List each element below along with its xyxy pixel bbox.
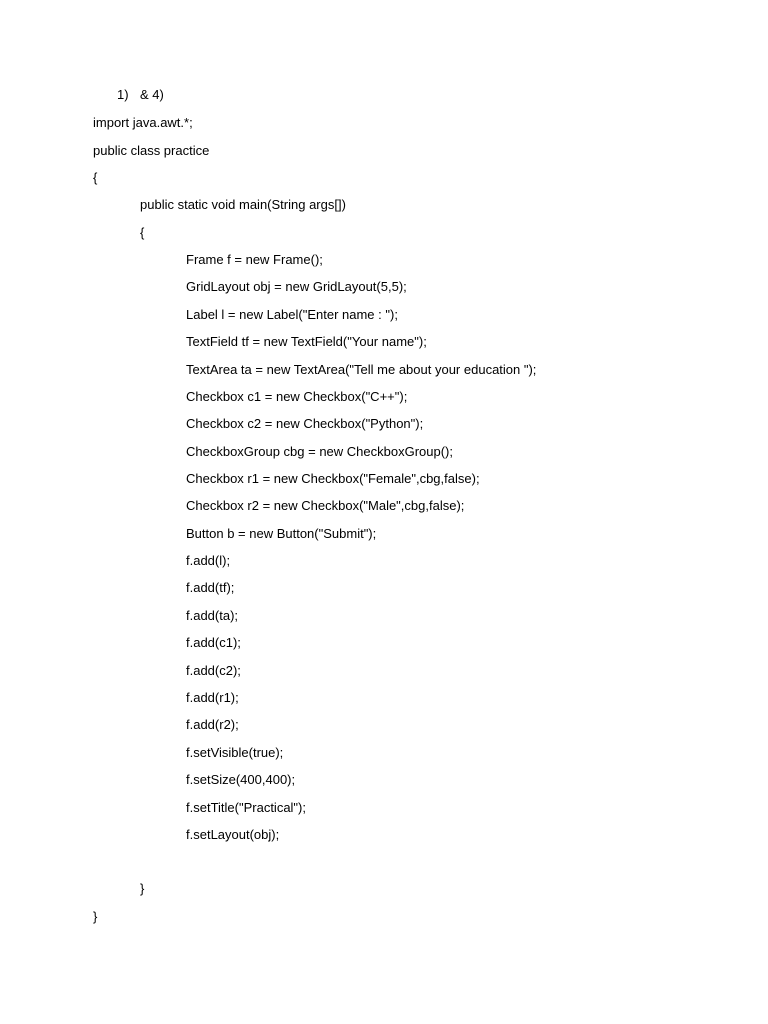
code-line-label: Label l = new Label("Enter name : ");	[186, 307, 398, 322]
code-line-class-close-brace: }	[93, 909, 98, 924]
code-line-setsize: f.setSize(400,400);	[186, 772, 296, 787]
code-line-setlayout: f.setLayout(obj);	[186, 827, 280, 842]
code-line-add-textarea: f.add(ta);	[186, 608, 239, 623]
code-line-add-textfield: f.add(tf);	[186, 580, 235, 595]
code-line-checkbox-r1: Checkbox r1 = new Checkbox("Female",cbg,false);	[186, 471, 480, 486]
code-line-add-c2: f.add(c2);	[186, 663, 241, 678]
code-line-add-label: f.add(l);	[186, 553, 231, 568]
code-line-class-open-brace: {	[93, 170, 98, 185]
code-line-main-declaration: public static void main(String args[])	[140, 197, 346, 212]
code-line-gridlayout: GridLayout obj = new GridLayout(5,5);	[186, 279, 407, 294]
code-line-main-close-brace: }	[140, 881, 145, 896]
list-heading-text: & 4)	[140, 87, 164, 102]
code-line-checkboxgroup: CheckboxGroup cbg = new CheckboxGroup();	[186, 444, 453, 459]
code-line-add-r2: f.add(r2);	[186, 717, 239, 732]
code-line-import: import java.awt.*;	[93, 115, 193, 130]
code-line-textfield: TextField tf = new TextField("Your name");	[186, 334, 427, 349]
code-line-add-r1: f.add(r1);	[186, 690, 239, 705]
code-line-settitle: f.setTitle("Practical");	[186, 800, 306, 815]
code-line-frame: Frame f = new Frame();	[186, 252, 323, 267]
code-line-button: Button b = new Button("Submit");	[186, 526, 377, 541]
code-line-class-declaration: public class practice	[93, 143, 210, 158]
code-line-setvisible: f.setVisible(true);	[186, 745, 284, 760]
code-line-add-c1: f.add(c1);	[186, 635, 241, 650]
code-line-main-open-brace: {	[140, 225, 145, 240]
code-line-checkbox-c2: Checkbox c2 = new Checkbox("Python");	[186, 416, 424, 431]
code-line-textarea: TextArea ta = new TextArea("Tell me about your education ");	[186, 362, 537, 377]
list-number: 1)	[117, 87, 129, 102]
code-line-checkbox-r2: Checkbox r2 = new Checkbox("Male",cbg,false);	[186, 498, 465, 513]
code-line-checkbox-c1: Checkbox c1 = new Checkbox("C++");	[186, 389, 408, 404]
